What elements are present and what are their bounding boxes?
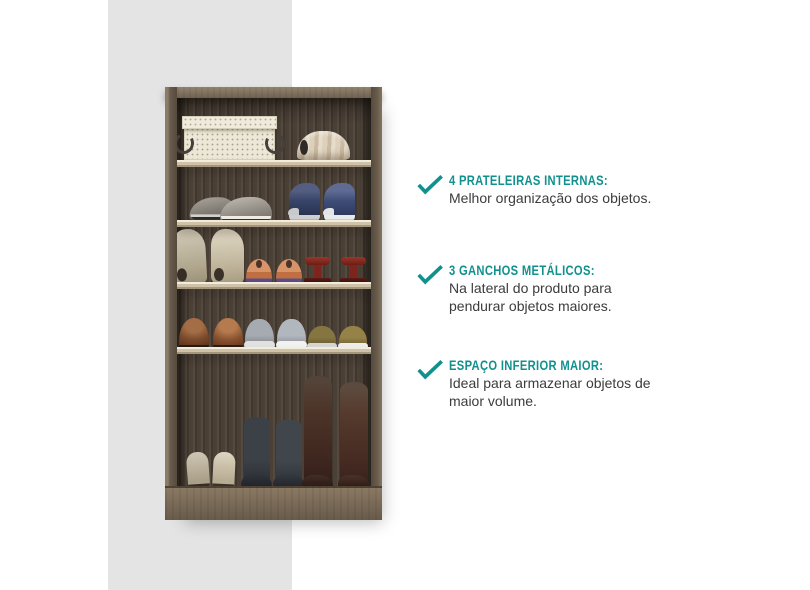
beige-open-toe-booties bbox=[173, 229, 244, 284]
check-icon bbox=[417, 264, 443, 285]
shoe-cabinet bbox=[165, 87, 382, 520]
feature-item-hooks bbox=[417, 262, 665, 315]
coral-peep-toe-wedges bbox=[246, 259, 302, 284]
shoe-left bbox=[186, 451, 210, 488]
shoe-right bbox=[324, 183, 355, 222]
beige-ankle-boots bbox=[187, 451, 235, 488]
shoe-right bbox=[212, 451, 236, 488]
shoe-left bbox=[289, 183, 320, 222]
shoe-right bbox=[340, 382, 368, 488]
shoe-right bbox=[340, 257, 367, 284]
shoe-right bbox=[211, 229, 244, 284]
cabinet-shelf-3 bbox=[177, 282, 371, 289]
tall-brown-boots bbox=[304, 376, 368, 488]
shoe-left bbox=[304, 376, 332, 488]
shoe-left bbox=[308, 326, 336, 349]
cabinet-shelf-1 bbox=[177, 160, 371, 167]
check-icon bbox=[417, 359, 443, 380]
check-icon bbox=[417, 174, 443, 195]
shoe-left bbox=[179, 318, 209, 349]
shoe-right bbox=[213, 318, 243, 349]
cabinet-top-panel bbox=[165, 87, 382, 98]
brown-loafers bbox=[179, 318, 243, 349]
shoe-left bbox=[245, 319, 274, 349]
feature-item-bottom-space bbox=[417, 357, 665, 410]
feature-title: ESPAÇO INFERIOR MAIOR: bbox=[449, 357, 604, 373]
dark-rain-boots bbox=[244, 417, 302, 488]
shoe-left bbox=[304, 257, 331, 284]
feature-description: Ideal para armazenar objetos de maior volume. bbox=[449, 375, 651, 409]
cabinet-shelf-4 bbox=[177, 347, 371, 354]
feature-item-shelves bbox=[417, 172, 665, 208]
shoe-right bbox=[339, 326, 367, 349]
shoe-left bbox=[246, 259, 272, 284]
navy-high-top-sneakers bbox=[289, 183, 355, 222]
shoe-right bbox=[276, 259, 302, 284]
feature-text-block bbox=[449, 172, 665, 208]
cabinet-side-panel-right bbox=[371, 87, 382, 520]
cabinet-base-panel bbox=[165, 486, 382, 520]
feature-text-block bbox=[449, 357, 665, 410]
shoe-right bbox=[276, 420, 302, 488]
cabinet-shelf-2 bbox=[177, 220, 371, 227]
olive-sneakers bbox=[308, 326, 367, 349]
maroon-t-strap-sandals bbox=[304, 257, 367, 284]
gray-sneakers bbox=[245, 319, 306, 349]
shoe-left bbox=[244, 417, 270, 488]
feature-description: Melhor organização dos objetos. bbox=[449, 190, 652, 206]
feature-description: Na lateral do produto para pendurar objetos maiores. bbox=[449, 280, 612, 314]
gray-slip-on-mules bbox=[187, 196, 272, 222]
shoe-right bbox=[277, 319, 306, 349]
storage-box bbox=[184, 116, 275, 160]
feature-title: 4 PRATELEIRAS INTERNAS: bbox=[449, 172, 608, 188]
cabinet-side-panel-left bbox=[165, 87, 177, 520]
feature-text-block bbox=[449, 262, 665, 315]
feature-title: 3 GANCHOS METÁLICOS: bbox=[449, 262, 595, 278]
